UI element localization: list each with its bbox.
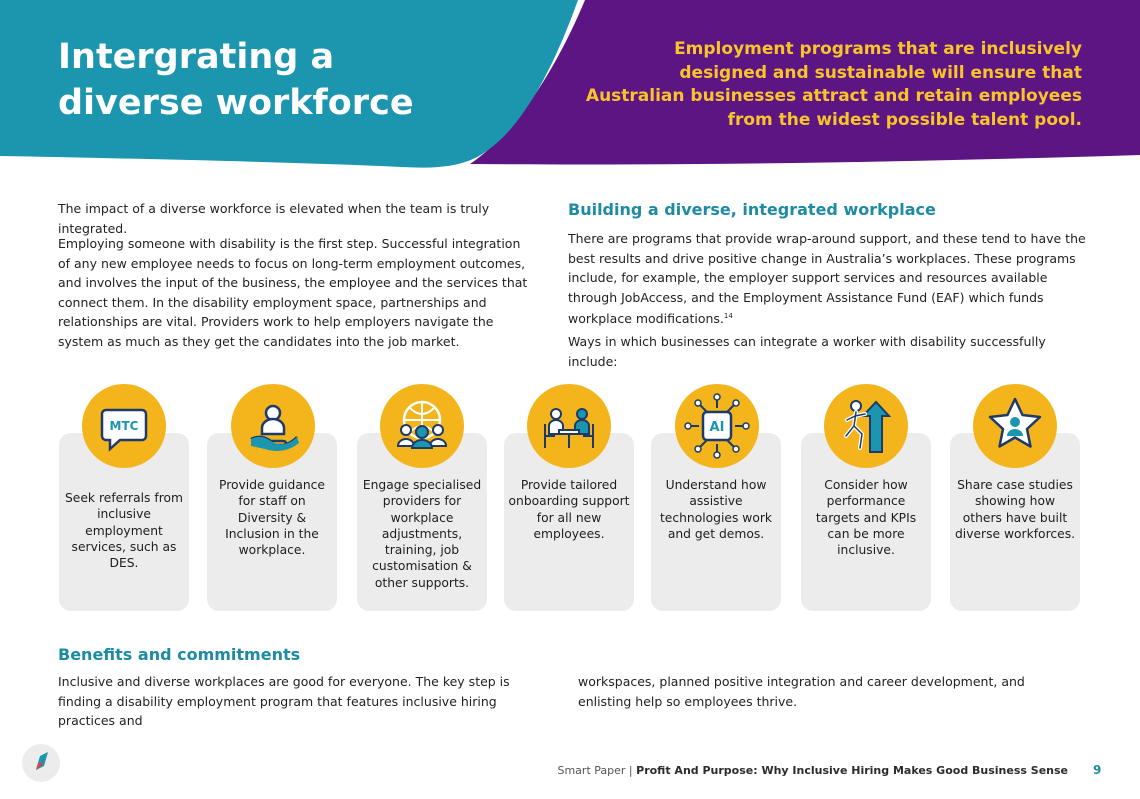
meeting-table-icon — [527, 384, 611, 468]
benefits-paragraph-1: Inclusive and diverse workplaces are good for everyone. The key step is finding a disability employment program that features inclusive hiring practices and — [58, 674, 510, 728]
logo-mark-icon — [22, 744, 60, 782]
section-heading-benefits: Benefits and commitments — [58, 645, 301, 664]
card-text: Provide guidance for staff on Diversity & Inclusion in the workplace. — [219, 478, 325, 558]
network-people-icon — [380, 384, 464, 468]
mtc-label: MTC — [109, 419, 139, 433]
section-heading-building: Building a diverse, integrated workplace — [568, 200, 936, 219]
card-text: Consider how performance targets and KPIs can be more inclusive. — [815, 478, 917, 558]
header-tagline: Employment programs that are inclusively designed and sustainable will ensure that Australian businesses attract and retain employees from the widest possible talent pool. — [585, 39, 1082, 130]
benefits-paragraph-2: workspaces, planned positive integration and career development, and enlisting help so employees thrive. — [578, 674, 1025, 709]
programs-paragraph — [568, 229, 1088, 329]
footer-separator: | — [628, 764, 633, 777]
ways-lead-in: Ways in which businesses can integrate a worker with disability successfully include: — [568, 334, 1046, 369]
footer-publication: Smart Paper — [557, 764, 626, 777]
card-text: Engage specialised providers for workplace adjustments, training, job customisation & other supports. — [362, 478, 482, 590]
page-title: Intergrating a diverse workforce — [58, 37, 414, 123]
hand-support-person-icon — [231, 384, 315, 468]
star-person-icon — [973, 384, 1057, 468]
body-paragraph: Employing someone with disability is the first step. Successful integration of any new employee needs to focus on long-term employment outcomes, and involves the input of the business, the employee and the services that connect them. In the disability employment space, partnerships and relationships are vital. Providers work to help employers navigate the system as much as they get the candidates into the job market. — [58, 236, 528, 349]
programs-text: There are programs that provide wrap-around support, and these tend to have the best results and drive positive change in Australia’s workplaces. These programs include, for example, the employer support services and resources available through JobAccess, and the Employment Assistance Fund (EAF) which funds workplace modifications. — [568, 231, 1086, 327]
mtc-speech-bubble-icon — [82, 384, 166, 468]
card-text: Provide tailored onboarding support for all new employees. — [508, 478, 630, 541]
card-text: Share case studies showing how others have built diverse workforces. — [954, 478, 1076, 541]
footnote-marker: 14 — [723, 312, 733, 320]
ai-chip-icon — [675, 384, 759, 468]
card-text: Understand how assistive technologies work and get demos. — [659, 478, 773, 541]
logo — [22, 744, 60, 782]
intro-paragraph: The impact of a diverse workforce is elevated when the team is truly integrated. — [58, 201, 490, 236]
ai-label: AI — [709, 420, 725, 435]
page-number: 9 — [1093, 763, 1102, 777]
climbing-arrow-icon — [824, 384, 908, 468]
footer-title: Profit And Purpose: Why Inclusive Hiring Makes Good Business Sense — [636, 764, 1068, 777]
footer-text — [557, 764, 1068, 777]
card-text: Seek referrals from inclusive employment services, such as DES. — [65, 491, 183, 571]
